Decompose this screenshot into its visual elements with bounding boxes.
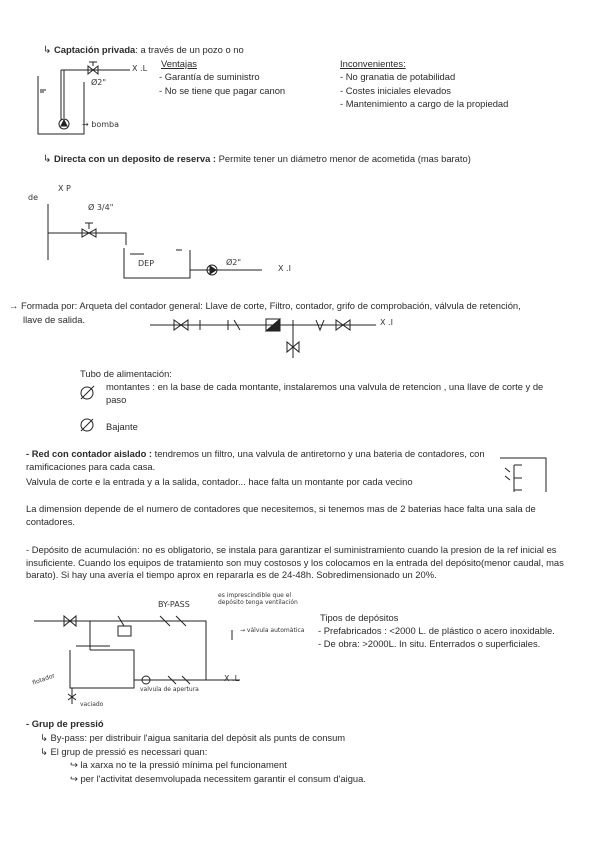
- bajante-symbol: [81, 419, 93, 431]
- section-title: - Red con contador aislado :: [26, 448, 153, 459]
- section-desc: : a través de un pozo o no: [135, 44, 244, 55]
- diagram-label: X .I: [278, 264, 291, 273]
- section-title: Directa con un deposito de reserva :: [54, 153, 217, 164]
- paragraph: tendremos un filtro, una valvula de antiretorno y una bateria de contadores, con ramificaciones para cada casa.: [26, 448, 485, 472]
- diagram-label: DEP: [138, 259, 155, 268]
- paragraph: La dimension depende de el numero de contadores que necesitemos, si tenemos mas de 2 baterias hace falta una sala de contadores.: [26, 503, 536, 527]
- tipo-item: - Prefabricados : <2000 L. de plástico o acero inoxidable.: [318, 625, 555, 636]
- tipo-item: - De obra: >2000L. In situ. Enterrados o superficiales.: [318, 638, 541, 649]
- grup-pressio-item: ↳ By-pass: per distribuir l'aigua sanitaria del depòsit als punts de consum: [40, 732, 346, 743]
- diagram-note: es imprescindible que el depósito tenga ventilación: [218, 592, 298, 606]
- inconveniente-item: - No granatia de potabilidad: [340, 71, 456, 82]
- inconveniente-item: - Mantenimiento a cargo de la propiedad: [340, 98, 509, 109]
- diagram-label: Ø 3/4": [88, 203, 114, 212]
- inconvenientes-heading: Inconvenientes:: [340, 58, 406, 69]
- diagram-label: → bomba: [82, 120, 119, 129]
- montante-symbol: [81, 386, 94, 399]
- inconveniente-item: - Costes iniciales elevados: [340, 85, 451, 96]
- diagram-note: → válvula automàtica: [240, 627, 305, 634]
- formada-por-text: → Formada por: Arqueta del contador general: Llave de corte, Filtro, contador, grifo de comprobación, válvula de retención,: [9, 300, 521, 311]
- paragraph: Valvula de corte e la entrada y a la salida, contador... hace falta un montante por cada vecino: [26, 476, 413, 487]
- bajante-text: Bajante: [106, 421, 138, 432]
- accumulation-tank-diagram: [31, 616, 240, 704]
- formada-por-text-cont: llave de salida.: [23, 314, 86, 325]
- diagram-label: Ø2": [226, 258, 242, 267]
- diagram-note: flotador: [31, 672, 56, 687]
- red-contador-aislado: [26, 448, 510, 473]
- diagram-label: X P: [58, 184, 71, 193]
- section-desc: Permite tener un diámetro menor de acometida (mas barato): [216, 153, 471, 164]
- grup-pressio-item: ↳ El grup de pressió es necessari quan:: [40, 746, 208, 757]
- tubo-heading: Tubo de alimentación:: [80, 368, 172, 379]
- diagram-label: de: [28, 193, 38, 202]
- montantes-text: montantes : en la base de cada montante, instalaremos una valvula de retencion , una llave de corte y de paso: [106, 381, 544, 405]
- diagram-label: X .L: [132, 64, 148, 73]
- grup-pressio-subitem: ↪ per l'activitat desemvolupada necessitem garantir el consum d'aigua.: [70, 773, 366, 784]
- diagram-note: valvula de apertura: [140, 686, 199, 693]
- tipos-heading: Tipos de depósitos: [320, 612, 399, 623]
- diagram-label: X .I: [380, 318, 393, 327]
- diagram-label: BY-PASS: [158, 600, 190, 609]
- arrow-icon: ↳: [43, 45, 52, 56]
- grup-pressio-title: - Grup de pressió: [26, 718, 104, 729]
- deposito-acumulacion-text: - Depósito de acumulación: no es obligatorio, se instala para garantizar el suministramiento cuando la presion de la ref inicial es insuficiente. Cuando los equipos de tratamiento son muy costosos y los colocamos en la entrada del depósito(menor caudal, mas barato). Si hay una avería el tiempo aprox en repararla es de 24-48h. Sobredimensionado un 20%.: [26, 544, 564, 580]
- ventaja-item: - Garantía de suministro: [159, 71, 260, 82]
- diagram-label: X .L: [224, 674, 240, 683]
- arrow-icon: ↳: [43, 154, 52, 165]
- diagram-note: vaciado: [80, 701, 104, 708]
- section-title: Captación privada: [54, 44, 136, 55]
- counter-assembly-diagram: [150, 319, 376, 358]
- diagram-label: Ø2": [91, 78, 107, 87]
- section-directa: [43, 153, 471, 167]
- grup-pressio-subitem: ↪ la xarxa no te la pressió mínima pel funcionament: [70, 759, 287, 770]
- ventajas-heading: Ventajas: [161, 58, 197, 69]
- ventaja-item: - No se tiene que pagar canon: [159, 85, 286, 96]
